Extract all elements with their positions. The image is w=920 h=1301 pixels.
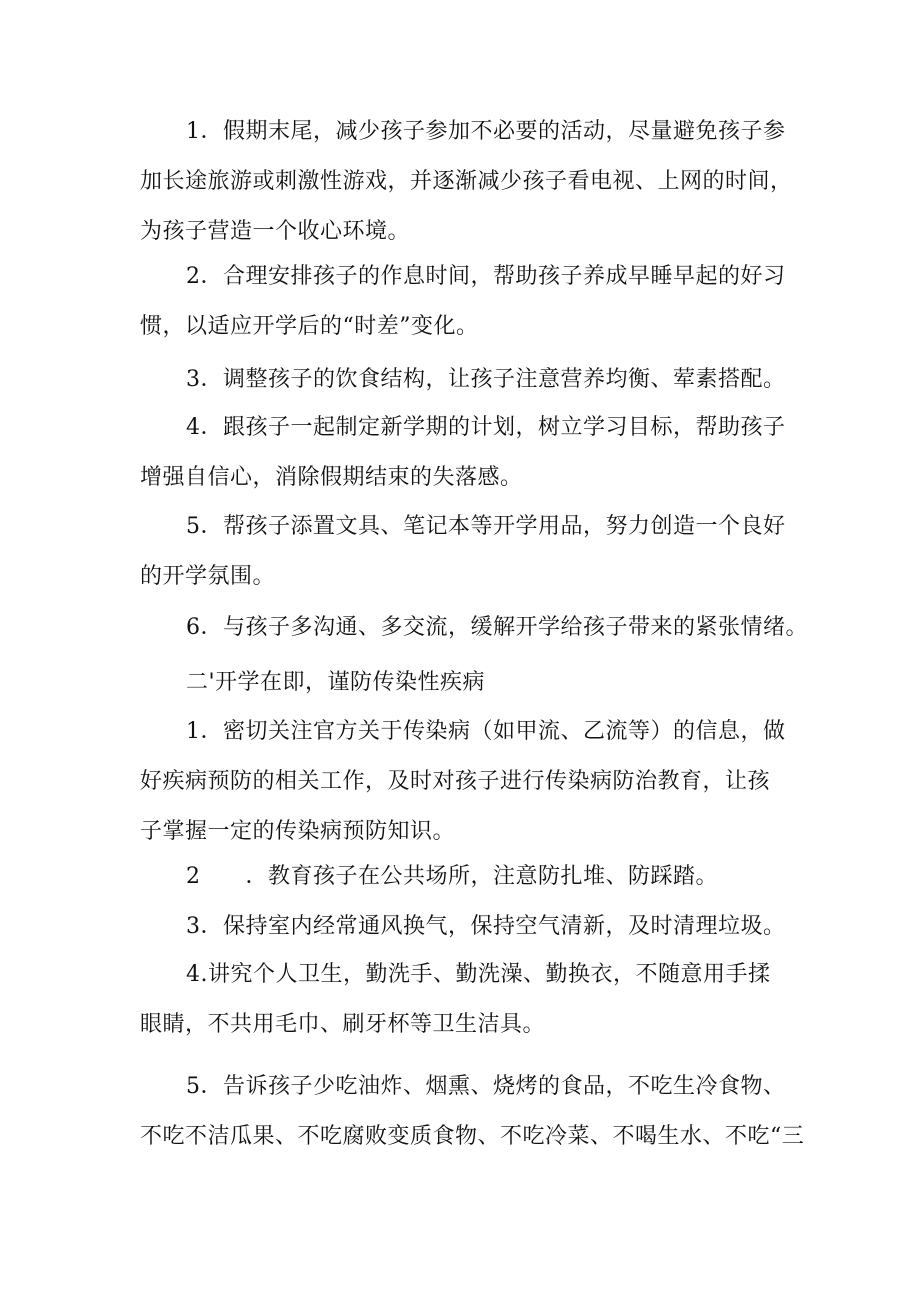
text-line: 的开学氛围。: [140, 564, 276, 589]
text-line: 5．告诉孩子少吃油炸、烟熏、烧烤的食品，不吃生冷食物、: [186, 1074, 786, 1099]
text-line: 2．合理安排孩子的作息时间，帮助孩子养成早睡早起的好习: [186, 264, 786, 289]
section1-item-1: [140, 107, 800, 257]
text-line: 增强自信心，消除假期结束的失落感。: [140, 465, 523, 490]
text-line: 惯，以适应开学后的“时差”变化。: [140, 314, 479, 339]
section2-item-2: [140, 852, 800, 902]
text-line: 1．假期末尾，减少孩子参加不必要的活动，尽量避免孩子参: [186, 119, 786, 144]
text-line: 3．调整孩子的饮食结构，让孩子注意营养均衡、荤素搭配。: [186, 367, 786, 392]
text-line: 4.讲究个人卫生，勤洗手、勤洗澡、勤换衣，不随意用手揉: [186, 962, 771, 987]
section2-item-5: [140, 1062, 805, 1162]
text-line: 1．密切关注官方关于传染病（如甲流、乙流等）的信息，做: [186, 719, 786, 744]
section2-heading: 二'开学在即，谨防传染性疾病: [186, 670, 486, 695]
text-line: 加长途旅游或刺激性游戏，并逐渐减少孩子看电视、上网的时间，: [140, 169, 793, 194]
text-line: 为孩子营造一个收心环境。: [140, 219, 411, 244]
text-line: 不吃不洁瓜果、不吃腐败变质食物、不吃冷菜、不喝生水、不吃“三: [140, 1124, 805, 1149]
section1-item-3: [140, 355, 800, 405]
text-line: 3．保持室内经常通风换气，保持空气清新，及时清理垃圾。: [186, 914, 786, 939]
text-line: 5．帮孩子添置文具、笔记本等开学用品，努力创造一个良好: [186, 514, 786, 539]
section1-item-5: [140, 502, 800, 602]
text-line: 6．与孩子多沟通、多交流，缓解开学给孩子带来的紧张情绪。: [186, 615, 808, 640]
section1-item-4: [140, 403, 800, 503]
text-line: 2 ．教育孩子在公共场所，注意防扎堆、防踩踏。: [186, 864, 718, 889]
text-line: 子掌握一定的传染病预防知识。: [140, 819, 456, 844]
text-line: 眼睛，不共用毛巾、刷牙杯等卫生洁具。: [140, 1012, 546, 1037]
section2-item-1: [140, 707, 800, 857]
section2-item-3: [140, 902, 800, 952]
section1-item-6: [140, 603, 808, 653]
section1-item-2: [140, 252, 800, 352]
text-line: 好疾病预防的相关工作，及时对孩子进行传染病防治教育，让孩: [140, 769, 771, 794]
section2-item-4: [140, 950, 800, 1050]
text-line: 4．跟孩子一起制定新学期的计划，树立学习目标，帮助孩子: [186, 415, 786, 440]
